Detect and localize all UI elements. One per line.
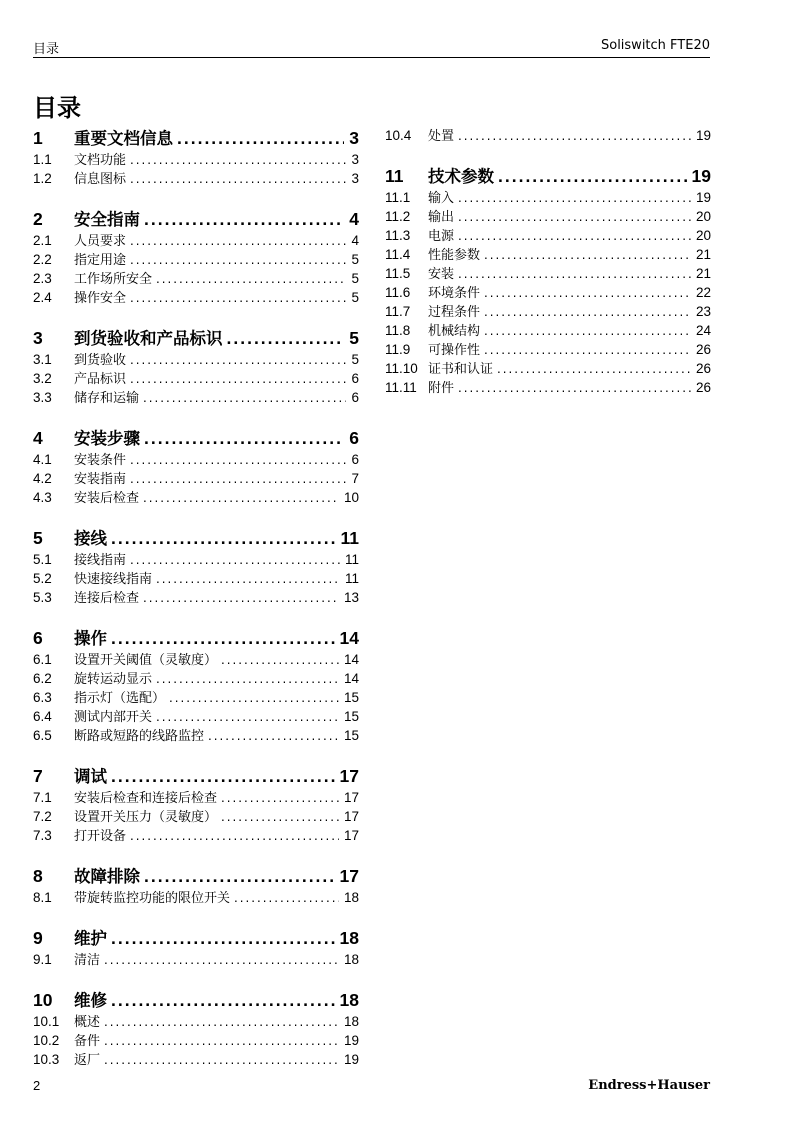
toc-entry-title: 附件 — [428, 381, 455, 396]
toc-entry-page: 21 — [695, 266, 711, 281]
toc-entry-title: 人员要求 — [74, 234, 127, 249]
toc-subsection-entry[interactable] — [385, 359, 711, 378]
toc-entry-number: 4.2 — [33, 471, 52, 486]
toc-entry-page: 15 — [343, 728, 359, 743]
toc-leader-dots — [484, 283, 691, 302]
toc-entry-page: 15 — [343, 690, 359, 705]
toc-section — [33, 626, 359, 745]
toc-entry-page: 20 — [695, 228, 711, 243]
header-rule — [33, 57, 710, 58]
toc-leader-dots — [111, 988, 335, 1012]
toc-subsection-entry[interactable] — [33, 807, 359, 826]
toc-entry-number: 4 — [33, 428, 43, 448]
toc-entry-page: 6 — [351, 452, 359, 467]
toc-entry-page: 14 — [339, 628, 359, 648]
toc-leader-dots — [130, 169, 346, 188]
toc-leader-dots — [130, 469, 346, 488]
toc-entry-number: 11 — [385, 166, 404, 186]
toc-entry-number: 10.4 — [385, 128, 412, 143]
toc-section — [33, 526, 359, 607]
toc-entry-number: 2.3 — [33, 271, 52, 286]
toc-leader-dots — [169, 688, 339, 707]
toc-subsection-entry[interactable] — [385, 321, 711, 340]
toc-leader-dots — [104, 950, 339, 969]
toc-entry-title: 维修 — [74, 991, 107, 1010]
toc-entry-page: 18 — [339, 990, 359, 1010]
toc-subsection-entry[interactable] — [33, 826, 359, 845]
toc-chapter-entry[interactable] — [33, 988, 359, 1012]
toc-entry-title: 安装条件 — [74, 453, 127, 468]
toc-entry-page: 13 — [343, 590, 359, 605]
toc-entry-title: 储存和运输 — [74, 391, 140, 406]
toc-entry-page: 23 — [695, 304, 711, 319]
toc-entry-title: 连接后检查 — [74, 591, 140, 606]
toc-chapter-entry[interactable] — [33, 326, 359, 350]
toc-subsection-entry[interactable] — [33, 350, 359, 369]
toc-entry-title: 旋转运动显示 — [74, 672, 153, 687]
toc-leader-dots — [104, 1012, 339, 1031]
toc-subsection-entry[interactable] — [33, 488, 359, 507]
toc-leader-dots — [227, 326, 345, 350]
page-number: 2 — [33, 1078, 41, 1093]
toc-entry-page: 6 — [351, 390, 359, 405]
toc-entry-title: 带旋转监控功能的限位开关 — [74, 891, 231, 906]
toc-leader-dots — [484, 321, 691, 340]
toc-leader-dots — [130, 450, 346, 469]
toc-entry-number: 5.2 — [33, 571, 52, 586]
toc-entry-number: 3.1 — [33, 352, 52, 367]
toc-leader-dots — [484, 302, 691, 321]
toc-leader-dots — [130, 369, 346, 388]
toc-section — [33, 326, 359, 407]
toc-entry-title: 备件 — [74, 1034, 101, 1049]
toc-subsection-entry[interactable] — [33, 726, 359, 745]
toc-entry-page: 15 — [343, 709, 359, 724]
toc-entry-number: 11.3 — [385, 228, 411, 243]
toc-subsection-entry[interactable] — [33, 288, 359, 307]
toc-entry-page: 5 — [351, 352, 359, 367]
toc-entry-title: 处置 — [428, 129, 455, 144]
toc-subsection-entry[interactable] — [385, 302, 711, 321]
toc-leader-dots — [177, 126, 344, 150]
toc-leader-dots — [143, 388, 346, 407]
toc-section — [33, 126, 359, 188]
toc-entry-page: 17 — [339, 766, 359, 786]
toc-subsection-entry[interactable] — [33, 250, 359, 269]
toc-entry-number: 7 — [33, 766, 43, 786]
toc-leader-dots — [458, 207, 691, 226]
toc-entry-number: 10 — [33, 990, 53, 1010]
toc-leader-dots — [111, 626, 335, 650]
toc-entry-title: 到货验收 — [74, 353, 127, 368]
toc-leader-dots — [130, 350, 346, 369]
toc-entry-number: 9 — [33, 928, 43, 948]
toc-subsection-entry[interactable] — [33, 369, 359, 388]
toc-entry-number: 5.3 — [33, 590, 52, 605]
toc-entry-page: 4 — [351, 233, 359, 248]
toc-entry-page: 3 — [349, 128, 359, 148]
toc-entry-number: 2.2 — [33, 252, 52, 267]
toc-entry-title: 故障排除 — [74, 867, 140, 886]
toc-entry-number: 4.3 — [33, 490, 52, 505]
toc-subsection-entry[interactable] — [33, 450, 359, 469]
toc-leader-dots — [484, 245, 691, 264]
toc-entry-title: 设置开关阈值（灵敏度） — [74, 653, 218, 668]
toc-column-right — [385, 126, 711, 416]
toc-entry-title: 操作安全 — [74, 291, 127, 306]
toc-leader-dots — [484, 340, 691, 359]
toc-chapter-entry[interactable] — [33, 126, 359, 150]
toc-entry-page: 26 — [695, 380, 711, 395]
toc-subsection-entry[interactable] — [33, 469, 359, 488]
toc-leader-dots — [458, 264, 691, 283]
toc-subsection-entry[interactable] — [33, 569, 359, 588]
toc-column-left — [33, 126, 359, 1088]
toc-subsection-entry[interactable] — [33, 1050, 359, 1069]
toc-entry-number: 6.1 — [33, 652, 52, 667]
toc-subsection-entry[interactable] — [385, 245, 711, 264]
toc-entry-title: 返厂 — [74, 1053, 101, 1068]
toc-entry-page: 17 — [343, 790, 359, 805]
toc-entry-title: 测试内部开关 — [74, 710, 153, 725]
toc-leader-dots — [111, 526, 336, 550]
toc-subsection-entry[interactable] — [33, 669, 359, 688]
toc-entry-page: 11 — [344, 571, 359, 586]
toc-entry-number: 4.1 — [33, 452, 52, 467]
toc-entry-title: 安装后检查 — [74, 491, 140, 506]
toc-entry-number: 5.1 — [33, 552, 52, 567]
toc-leader-dots — [130, 150, 346, 169]
toc-entry-title: 设置开关压力（灵敏度） — [74, 810, 218, 825]
toc-subsection-entry[interactable] — [385, 264, 711, 283]
toc-entry-number: 11.4 — [385, 247, 411, 262]
toc-entry-page: 10 — [343, 490, 359, 505]
toc-entry-title: 技术参数 — [428, 167, 494, 186]
toc-entry-number: 6.2 — [33, 671, 52, 686]
toc-chapter-entry[interactable] — [33, 764, 359, 788]
toc-chapter-entry[interactable] — [33, 864, 359, 888]
toc-subsection-entry[interactable] — [385, 207, 711, 226]
toc-leader-dots — [111, 926, 335, 950]
toc-entry-title: 快速接线指南 — [74, 572, 153, 587]
toc-entry-page: 21 — [695, 247, 711, 262]
toc-entry-page: 5 — [351, 290, 359, 305]
toc-entry-title: 清洁 — [74, 953, 101, 968]
toc-entry-page: 3 — [351, 171, 359, 186]
toc-leader-dots — [498, 164, 687, 188]
toc-entry-number: 8.1 — [33, 890, 52, 905]
toc-entry-page: 26 — [695, 361, 711, 376]
toc-leader-dots — [458, 188, 691, 207]
brand-logo: Endress+Hauser — [588, 1078, 710, 1093]
toc-entry-number: 6 — [33, 628, 43, 648]
toc-subsection-entry[interactable] — [33, 231, 359, 250]
page-title: 目录 — [33, 94, 81, 122]
toc-subsection-entry[interactable] — [33, 169, 359, 188]
toc-section — [33, 207, 359, 307]
toc-leader-dots — [143, 488, 339, 507]
toc-entry-title: 机械结构 — [428, 324, 481, 339]
toc-entry-number: 11.10 — [385, 361, 418, 376]
toc-subsection-entry[interactable] — [385, 340, 711, 359]
toc-entry-title: 调试 — [74, 767, 107, 786]
toc-subsection-entry[interactable] — [33, 1012, 359, 1031]
toc-entry-number: 11.6 — [385, 285, 411, 300]
toc-entry-number: 2.4 — [33, 290, 52, 305]
toc-leader-dots — [156, 707, 339, 726]
toc-entry-title: 概述 — [74, 1015, 101, 1030]
toc-entry-number: 11.11 — [385, 380, 417, 395]
toc-leader-dots — [130, 550, 340, 569]
toc-leader-dots — [111, 764, 335, 788]
toc-entry-page: 5 — [349, 328, 359, 348]
toc-subsection-entry[interactable] — [33, 150, 359, 169]
toc-entry-number: 1.2 — [33, 171, 52, 186]
toc-entry-number: 6.5 — [33, 728, 52, 743]
toc-section — [33, 988, 359, 1069]
toc-leader-dots — [144, 864, 335, 888]
toc-entry-page: 22 — [695, 285, 711, 300]
toc-section — [385, 164, 711, 397]
toc-entry-page: 20 — [695, 209, 711, 224]
toc-entry-number: 2 — [33, 209, 43, 229]
toc-entry-title: 信息图标 — [74, 172, 127, 187]
toc-entry-page: 24 — [695, 323, 711, 338]
toc-leader-dots — [208, 726, 339, 745]
toc-leader-dots — [221, 650, 339, 669]
toc-entry-title: 维护 — [74, 929, 107, 948]
toc-entry-title: 到货验收和产品标识 — [74, 329, 223, 348]
toc-leader-dots — [156, 269, 346, 288]
toc-entry-title: 文档功能 — [74, 153, 127, 168]
toc-leader-dots — [144, 426, 344, 450]
toc-leader-dots — [458, 126, 691, 145]
toc-entry-number: 7.3 — [33, 828, 52, 843]
toc-entry-page: 6 — [351, 371, 359, 386]
toc-section — [33, 764, 359, 845]
toc-entry-title: 指示灯（选配） — [74, 691, 166, 706]
toc-section — [385, 126, 711, 145]
toc-entry-page: 19 — [695, 190, 711, 205]
toc-entry-page: 19 — [343, 1052, 359, 1067]
toc-leader-dots — [144, 207, 344, 231]
toc-subsection-entry[interactable] — [33, 888, 359, 907]
toc-entry-page: 7 — [351, 471, 359, 486]
toc-entry-number: 5 — [33, 528, 43, 548]
toc-section — [33, 926, 359, 969]
toc-entry-page: 26 — [695, 342, 711, 357]
toc-subsection-entry[interactable] — [33, 269, 359, 288]
toc-entry-page: 17 — [339, 866, 359, 886]
toc-entry-number: 11.1 — [385, 190, 411, 205]
toc-entry-number: 6.3 — [33, 690, 52, 705]
toc-subsection-entry[interactable] — [385, 283, 711, 302]
toc-entry-page: 18 — [339, 928, 359, 948]
toc-entry-title: 电源 — [428, 229, 455, 244]
toc-entry-title: 可操作性 — [428, 343, 481, 358]
toc-entry-page: 19 — [343, 1033, 359, 1048]
toc-leader-dots — [130, 250, 346, 269]
toc-entry-title: 环境条件 — [428, 286, 481, 301]
toc-subsection-entry[interactable] — [385, 378, 711, 397]
toc-subsection-entry[interactable] — [33, 688, 359, 707]
toc-leader-dots — [143, 588, 339, 607]
toc-entry-page: 5 — [351, 252, 359, 267]
toc-leader-dots — [130, 826, 339, 845]
toc-entry-number: 3.2 — [33, 371, 52, 386]
toc-entry-page: 11 — [344, 552, 359, 567]
toc-entry-number: 11.8 — [385, 323, 411, 338]
toc-entry-number: 9.1 — [33, 952, 52, 967]
toc-subsection-entry[interactable] — [33, 707, 359, 726]
toc-subsection-entry[interactable] — [33, 950, 359, 969]
toc-entry-number: 7.2 — [33, 809, 52, 824]
toc-entry-page: 18 — [343, 1014, 359, 1029]
toc-leader-dots — [104, 1031, 339, 1050]
toc-leader-dots — [130, 288, 346, 307]
toc-leader-dots — [221, 807, 339, 826]
toc-subsection-entry[interactable] — [33, 788, 359, 807]
toc-subsection-entry[interactable] — [33, 550, 359, 569]
toc-chapter-entry[interactable] — [33, 626, 359, 650]
toc-entry-page: 11 — [340, 528, 359, 548]
toc-entry-page: 4 — [349, 209, 359, 229]
toc-entry-number: 2.1 — [33, 233, 52, 248]
toc-entry-page: 18 — [343, 952, 359, 967]
toc-entry-number: 1.1 — [33, 152, 52, 167]
toc-subsection-entry[interactable] — [385, 188, 711, 207]
toc-entry-title: 工作场所安全 — [74, 272, 153, 287]
toc-chapter-entry[interactable] — [33, 526, 359, 550]
header-product-name: Soliswitch FTE20 — [600, 38, 710, 53]
toc-subsection-entry[interactable] — [33, 650, 359, 669]
toc-entry-page: 14 — [343, 671, 359, 686]
toc-subsection-entry[interactable] — [33, 1031, 359, 1050]
toc-entry-page: 17 — [343, 809, 359, 824]
toc-leader-dots — [458, 378, 691, 397]
toc-entry-number: 3 — [33, 328, 43, 348]
toc-entry-title: 输入 — [428, 191, 455, 206]
toc-entry-title: 操作 — [74, 629, 107, 648]
toc-subsection-entry[interactable] — [33, 588, 359, 607]
toc-entry-number: 3.3 — [33, 390, 52, 405]
toc-chapter-entry[interactable] — [385, 164, 711, 188]
toc-subsection-entry[interactable] — [33, 388, 359, 407]
toc-leader-dots — [234, 888, 339, 907]
toc-entry-page: 17 — [343, 828, 359, 843]
toc-entry-title: 接线 — [74, 529, 107, 548]
toc-leader-dots — [156, 569, 340, 588]
toc-entry-title: 指定用途 — [74, 253, 127, 268]
toc-section — [33, 426, 359, 507]
toc-entry-number: 10.1 — [33, 1014, 60, 1029]
toc-leader-dots — [156, 669, 339, 688]
toc-entry-title: 断路或短路的线路监控 — [74, 729, 205, 744]
toc-leader-dots — [130, 231, 346, 250]
toc-entry-page: 3 — [351, 152, 359, 167]
toc-entry-number: 10.3 — [33, 1052, 60, 1067]
toc-entry-title: 安全指南 — [74, 210, 140, 229]
toc-chapter-entry[interactable] — [33, 207, 359, 231]
toc-entry-title: 安装指南 — [74, 472, 127, 487]
toc-section — [33, 864, 359, 907]
toc-chapter-entry[interactable] — [33, 926, 359, 950]
toc-entry-number: 11.7 — [385, 304, 411, 319]
toc-entry-title: 安装 — [428, 267, 455, 282]
toc-entry-title: 性能参数 — [428, 248, 481, 263]
toc-entry-page: 14 — [343, 652, 359, 667]
toc-entry-number: 8 — [33, 866, 43, 886]
toc-entry-title: 安装步骤 — [74, 429, 140, 448]
toc-entry-number: 7.1 — [33, 790, 52, 805]
header-section-label: 目录 — [33, 41, 60, 56]
toc-leader-dots — [104, 1050, 339, 1069]
toc-entry-number: 11.5 — [385, 266, 411, 281]
toc-entry-number: 11.9 — [385, 342, 411, 357]
toc-entry-title: 过程条件 — [428, 305, 481, 320]
toc-leader-dots — [221, 788, 339, 807]
toc-subsection-entry[interactable] — [385, 226, 711, 245]
toc-entry-number: 6.4 — [33, 709, 52, 724]
toc-entry-title: 输出 — [428, 210, 455, 225]
toc-entry-title: 打开设备 — [74, 829, 127, 844]
toc-chapter-entry[interactable] — [33, 426, 359, 450]
toc-entry-page: 19 — [695, 128, 711, 143]
toc-entry-title: 安装后检查和连接后检查 — [74, 791, 218, 806]
toc-entry-page: 19 — [691, 166, 711, 186]
toc-entry-title: 接线指南 — [74, 553, 127, 568]
toc-entry-title: 证书和认证 — [428, 362, 494, 377]
toc-entry-page: 18 — [343, 890, 359, 905]
toc-entry-number: 11.2 — [385, 209, 411, 224]
toc-entry-title: 重要文档信息 — [74, 129, 173, 148]
toc-entry-number: 10.2 — [33, 1033, 60, 1048]
toc-entry-page: 5 — [351, 271, 359, 286]
toc-entry-page: 6 — [349, 428, 359, 448]
toc-leader-dots — [458, 226, 691, 245]
toc-leader-dots — [497, 359, 691, 378]
toc-entry-title: 产品标识 — [74, 372, 127, 387]
toc-entry-number: 1 — [33, 128, 43, 148]
toc-subsection-entry[interactable] — [385, 126, 711, 145]
